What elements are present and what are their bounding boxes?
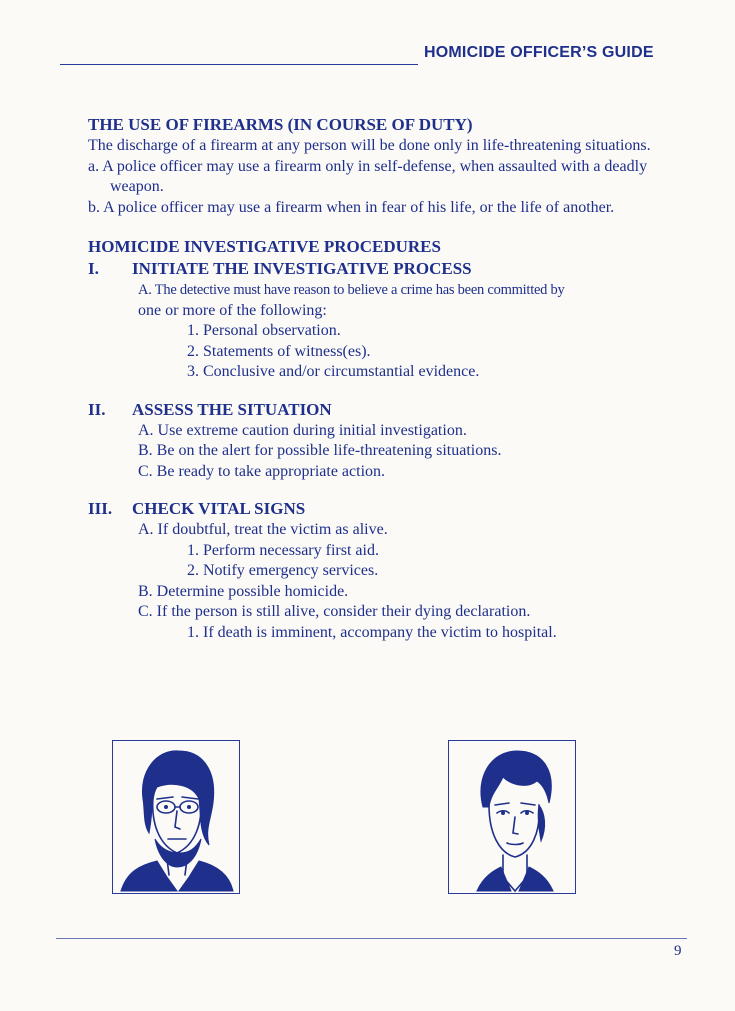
young-man-portrait-icon xyxy=(448,740,576,894)
section-iii-sub-a-1: 1. Perform necessary first aid. xyxy=(187,541,379,559)
page-number: 9 xyxy=(674,943,682,959)
section-iii-title: CHECK VITAL SIGNS xyxy=(132,499,306,518)
section-i-title: INITIATE THE INVESTIGATIVE PROCESS xyxy=(132,259,472,278)
section-iii-item-c: C. If the person is still alive, consider their dying declaration. xyxy=(138,603,531,620)
section-ii-item-c: C. Be ready to take appropriate action. xyxy=(138,462,386,480)
section-ii-item-b: B. Be on the alert for possible life-threatening situations. xyxy=(138,442,502,459)
running-header: HOMICIDE OFFICER’S GUIDE xyxy=(424,44,654,61)
section-ii-item-a: A. Use extreme caution during initial investigation. xyxy=(138,421,467,439)
section-ii-heading xyxy=(88,399,678,421)
young-man-drawing xyxy=(449,741,575,893)
bearded-man-drawing xyxy=(113,741,239,893)
section-iii-sub-c-1: 1. If death is imminent, accompany the victim to hospital. xyxy=(187,623,557,641)
bearded-man-portrait-icon xyxy=(112,740,240,894)
section-iii-heading xyxy=(88,498,678,520)
firearms-heading: THE USE OF FIREARMS (IN COURSE OF DUTY) xyxy=(88,115,473,134)
page-body xyxy=(88,114,678,643)
section-i-item-a-cont: one or more of the following: xyxy=(138,301,327,319)
header-rule xyxy=(60,64,418,65)
section-i-heading xyxy=(88,258,678,280)
section-i-sub-1: 1. Personal observation. xyxy=(187,322,341,339)
section-i-numeral: I. xyxy=(88,259,99,278)
footer-rule xyxy=(56,938,687,939)
section-i-sub-3: 3. Conclusive and/or circumstantial evidence. xyxy=(187,363,480,380)
section-ii-numeral: II. xyxy=(88,399,106,419)
section-ii-title: ASSESS THE SITUATION xyxy=(132,399,332,419)
firearms-item-b: b. A police officer may use a firearm when in fear of his life, or the life of another. xyxy=(88,198,615,216)
firearms-item-a: a. A police officer may use a firearm only in self-defense, when assaulted with a deadly weapon. xyxy=(88,157,648,195)
section-iii-item-b: B. Determine possible homicide. xyxy=(138,582,349,600)
section-iii-numeral: III. xyxy=(88,499,113,518)
section-iii-item-a: A. If doubtful, treat the victim as alive. xyxy=(138,521,388,538)
firearms-intro: The discharge of a firearm at any person will be done only in life-threatening situations. xyxy=(88,137,651,154)
procedures-heading: HOMICIDE INVESTIGATIVE PROCEDURES xyxy=(88,237,441,256)
section-iii-sub-a-2: 2. Notify emergency services. xyxy=(187,562,379,579)
section-i-sub-2: 2. Statements of witness(es). xyxy=(187,342,371,360)
section-i-item-a: A. The detective must have reason to believe a crime has been committed by xyxy=(138,282,565,298)
